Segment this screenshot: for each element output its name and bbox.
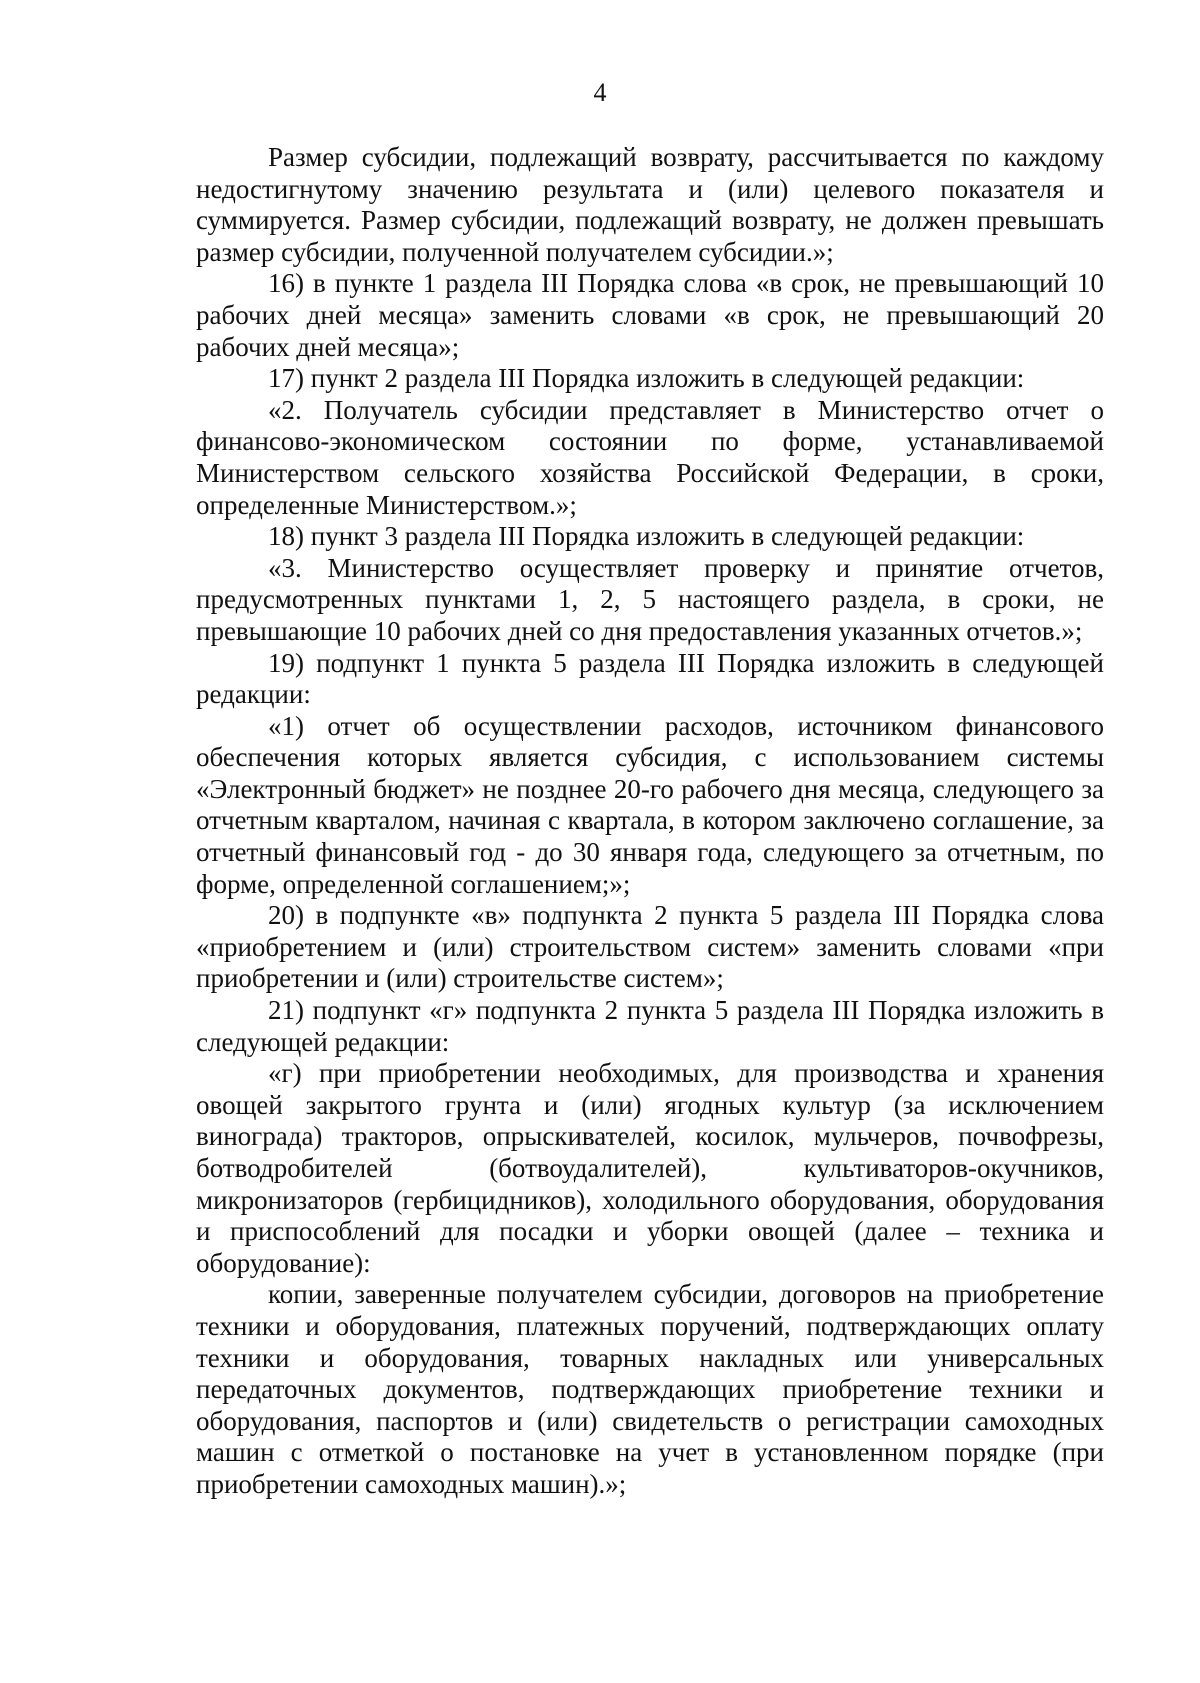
paragraph-item-20: 20) в подпункте «в» подпункта 2 пункта 5 раздела III Порядка слова «приобретением и (или) строительством систем» заменить словами «при приобретении и (или) строительстве систем»; [196, 900, 1104, 994]
paragraph-item-18: 18) пункт 3 раздела III Порядка изложить в следующей редакции: [268, 521, 1025, 552]
page-number: 4 [593, 78, 607, 107]
paragraph-quote-2: «2. Получатель субсидии представляет в Министерство отчет о финансово-экономическом состоянии по форме, устанавливаемой Министерством сельского хозяйства Российской Федерации, в сроки, определенные Министерством.»; [196, 394, 1104, 520]
paragraph-subsidy-refund: Размер субсидии, подлежащий возврату, рассчитывается по каждому недостигнутому значению результата и (или) целевого показателя и суммируется. Размер субсидии, подлежащий возврату, не должен превышать размер субсидии, полученной получателем субсидии.»; [196, 142, 1104, 267]
paragraph-item-16: 16) в пункте 1 раздела III Порядка слова «в срок, не превышающий 10 рабочих дней месяца» заменить словами «в срок, не превышающий 20 рабочих дней месяца»; [196, 268, 1104, 362]
paragraph-quote-1: «1) отчет об осуществлении расходов, источником финансового обеспечения которых является субсидия, с использованием системы «Электронный бюджет» не позднее 20-го рабочего дня месяца, следующего за отчетным кварталом, начиная с квартала, в котором заключено соглашение, за отчетный финансовый год - до 30 января года, следующего за отчетным, по форме, определенной соглашением;»; [196, 710, 1104, 899]
paragraph-quote-3: «3. Министерство осуществляет проверку и принятие отчетов, предусмотренных пунктами 1, 2, 5 настоящего раздела, в сроки, не превышающие 10 рабочих дней со дня предоставления указанных отчетов.»; [196, 552, 1104, 646]
document-body [196, 142, 1104, 1501]
paragraph-item-21: 21) подпункт «г» подпункта 2 пункта 5 раздела III Порядка изложить в следующей редакции: [196, 995, 1104, 1057]
paragraph-item-17: 17) пункт 2 раздела III Порядка изложить в следующей редакции: [268, 363, 1025, 394]
paragraph-quote-g: «г) при приобретении необходимых, для производства и хранения овощей закрытого грунта и (или) ягодных культур (за исключением винограда) тракторов, опрыскивателей, косилок, мульчеров, почвофрезы, ботводробителей (ботвоудалителей), культиваторов-окучников, микронизаторов (гербицидников), холодильного оборудования, оборудования и приспособлений для посадки и уборки овощей (далее – техника и оборудование): [196, 1058, 1104, 1278]
paragraph-item-19: 19) подпункт 1 пункта 5 раздела III Порядка изложить в следующей редакции: [196, 647, 1104, 710]
paragraph-copies: копии, заверенные получателем субсидии, договоров на приобретение техники и оборудования, платежных поручений, подтверждающих оплату техники и оборудования, товарных накладных или универсальных передаточных документов, подтверждающих приобретение техники и оборудования, паспортов и (или) свидетельств о регистрации самоходных машин с отметкой о постановке на учет в установленном порядке (при приобретении самоходных машин).»; [196, 1279, 1104, 1499]
